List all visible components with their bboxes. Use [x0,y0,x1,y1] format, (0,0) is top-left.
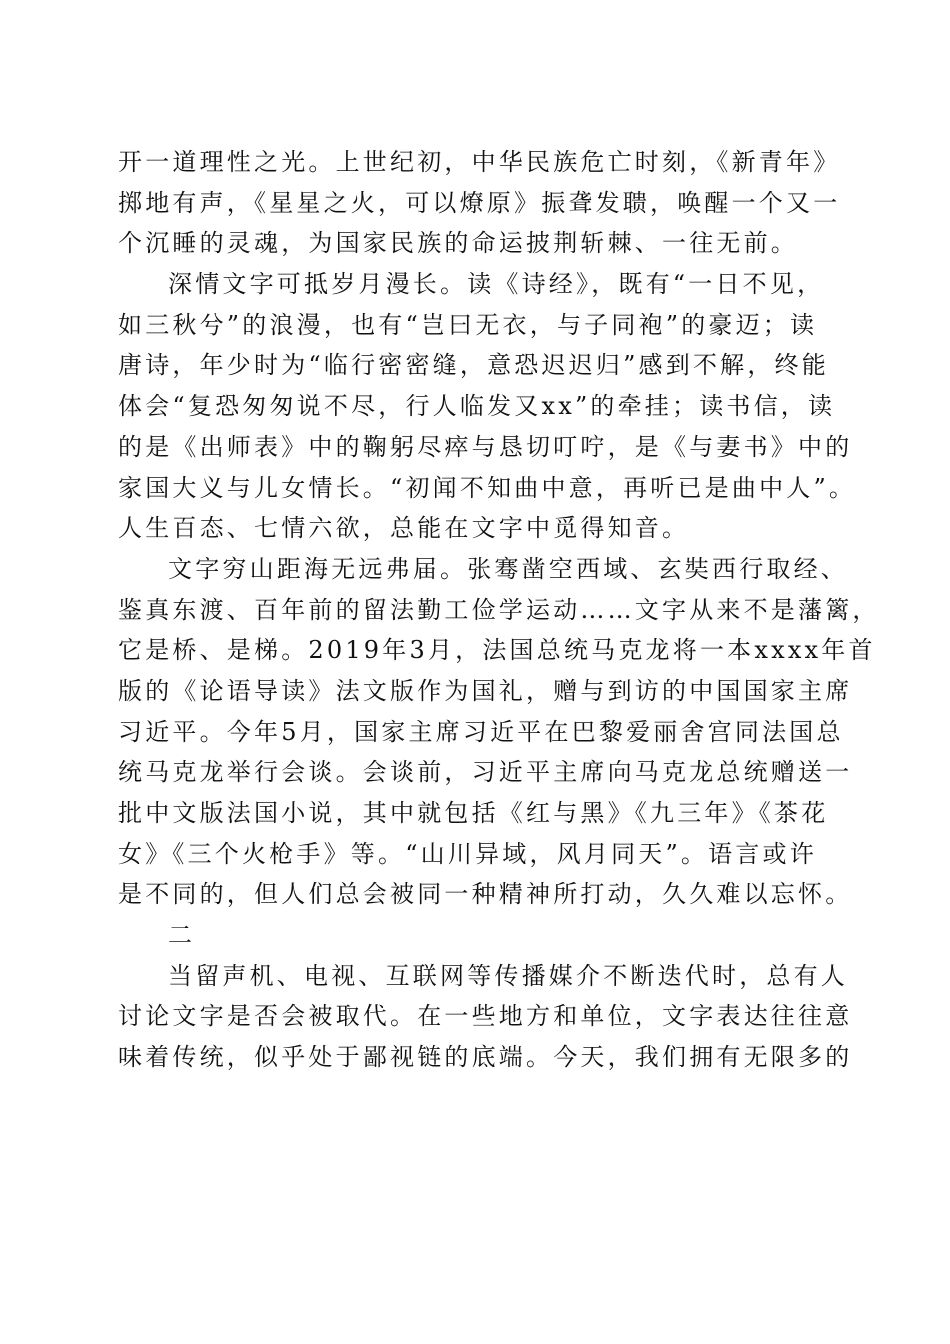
text-line: 女》《三个火枪手》等。“山川异域，风月同天”。语言或许 [118,839,817,868]
text-line: 讨论文字是否会被取代。在一些地方和单位，文字表达往往意 [118,1002,853,1031]
text-line: 掷地有声，《星星之火，可以燎原》振聋发聩，唤醒一个又一 [118,188,841,217]
text-line: 批中文版法国小说，其中就包括《红与黑》《九三年》《茶花 [118,799,829,827]
text-line: 人生百态、七情六欲，总能在文字中觅得知音。 [118,514,690,543]
text-line: 鉴真东渡、百年前的留法勤工俭学运动……文字从来不是藩篱， [118,595,880,624]
text-line: 统马克龙举行会谈。会谈前，习近平主席向马克龙总统赠送一 [118,758,853,787]
text-line: 如三秋兮”的浪漫，也有“岂曰无衣，与子同袍”的豪迈；读 [118,310,818,339]
text-line: 个沉睡的灵魂，为国家民族的命运披荆斩棘、一往无前。 [118,229,798,258]
text-line: 习近平。今年5月，国家主席习近平在巴黎爱丽舍宫同法国总 [118,717,844,746]
article-body [118,142,880,1078]
paragraph-start-line: 当留声机、电视、互联网等传播媒介不断迭代时，总有人 [168,961,848,990]
text-line: 味着传统，似乎处于鄙视链的底端。今天，我们拥有无限多的 [118,1043,853,1072]
text-line: 它是桥、是梯。2019年3月，法国总统马克龙将一本xxxx年首 [118,636,876,665]
text-line: 开一道理性之光。上世纪初，中华民族危亡时刻，《新青年》 [118,148,841,176]
paragraph-start-line: 文字穷山距海无远弗届。张骞凿空西域、玄奘西行取经、 [168,554,848,583]
text-line: 家国大义与儿女情长。“初闻不知曲中意，再听已是曲中人”。 [118,473,857,502]
text-line: 的是《出师表》中的鞠躬尽瘁与恳切叮咛，是《与妻书》中的 [118,432,853,461]
text-line: 体会“复恐匆匆说不尽，行人临发又xx”的牵挂；读书信，读 [118,392,836,421]
paragraph-start-line: 深情文字可抵岁月漫长。读《诗经》，既有“一日不见， [168,270,825,299]
text-line: 唐诗，年少时为“临行密密缝，意恐迟迟归”感到不解，终能 [118,351,829,380]
text-line: 版的《论语导读》法文版作为国礼，赠与到访的中国国家主席 [118,676,853,705]
text-line: 是不同的，但人们总会被同一种精神所打动，久久难以忘怀。 [118,880,853,909]
section-heading: 二 [168,921,196,950]
